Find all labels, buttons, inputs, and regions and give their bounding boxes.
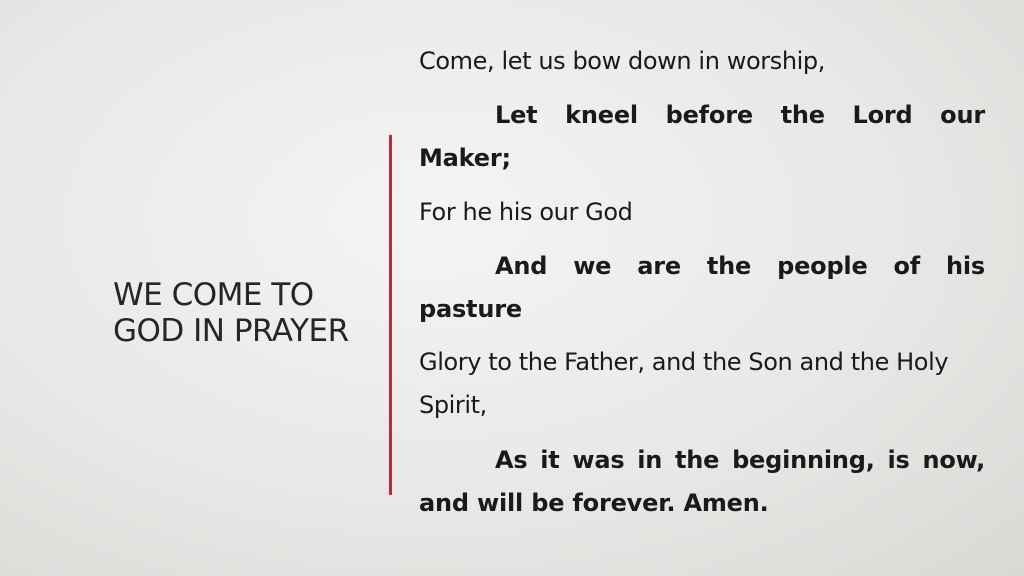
slide-title-line-2: GOD IN PRAYER <box>113 313 349 349</box>
prayer-line-2: Let kneel before the Lord our Maker; <box>419 101 985 172</box>
slide-title <box>113 277 375 349</box>
prayer-line-4: And we are the people of his pasture <box>419 252 985 323</box>
vertical-divider <box>389 135 392 495</box>
prayer-line-6: As it was in the beginning, is now, and will be forever. Amen. <box>419 446 985 517</box>
prayer-line-1: Come, let us bow down in worship, <box>419 47 825 75</box>
prayer-line-5: Glory to the Father, and the Son and the Holy Spirit, <box>419 348 949 419</box>
prayer-line-3: For he his our God <box>419 198 633 226</box>
slide-title-line-1: WE COME TO <box>113 277 314 313</box>
